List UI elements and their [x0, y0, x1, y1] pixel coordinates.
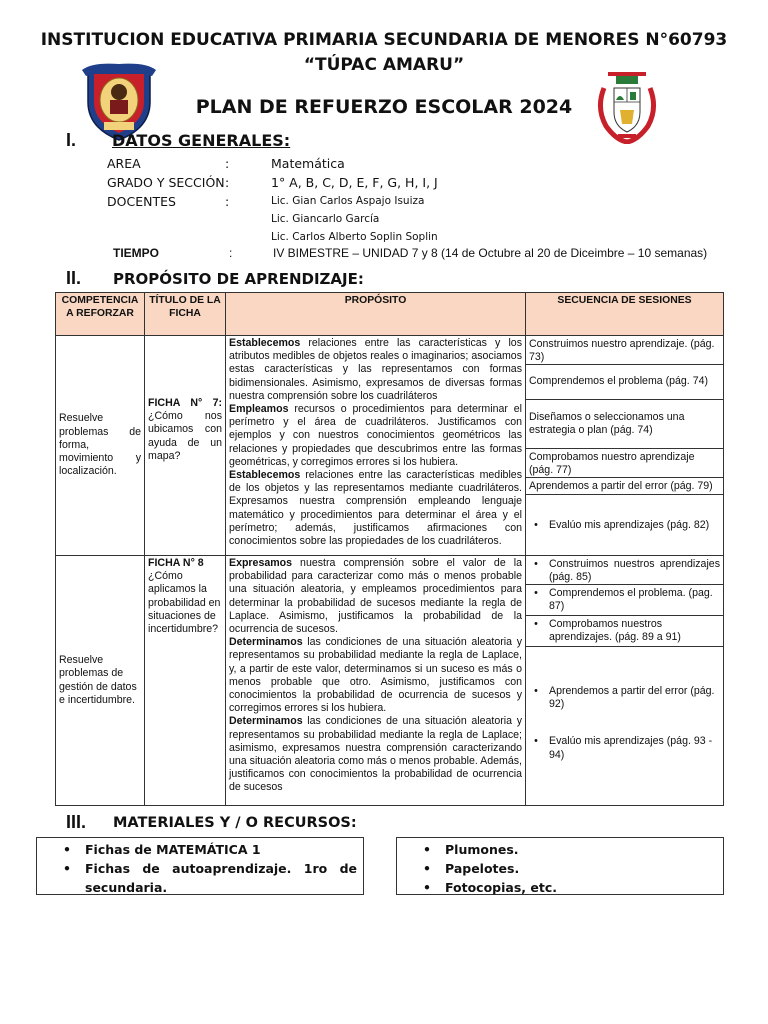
ficha-label: FICHA N° 7: [148, 397, 222, 409]
material-text: Fichas de autoaprendizaje. 1ro de secundaria. [85, 861, 357, 895]
area-label: AREA [107, 156, 141, 171]
bullet-icon: • [423, 880, 431, 895]
area-sep: : [225, 156, 230, 171]
sesion-text: Construimos nuestros aprendizajes (pág. 85) [549, 558, 720, 584]
proposito-lead: Expresamos [229, 557, 293, 569]
proposito-text: relaciones entre las características y los atributos medibles de objetos reales o imaginarios; asociamos estas características y las representamos con formas bidimensionales. Asimismo, expresamos de diversas formas nuestra comprensión sobre los cuadriláteros [229, 337, 522, 402]
header-proposito: PROPÓSITO [226, 293, 526, 336]
header-titulo: TÍTULO DE LA FICHA [145, 293, 226, 336]
section2-title: PROPÓSITO DE APRENDIZAJE: [113, 270, 364, 288]
bullet-icon: • [534, 618, 538, 630]
sesion-item: Construimos nuestro aprendizaje. (pág. 73) [526, 336, 723, 365]
docente-1: Lic. Gian Carlos Aspajo Isuiza [271, 195, 425, 207]
material-text: Plumones. [445, 842, 519, 857]
sesion-text: Comprendemos el problema. (pag. 87) [549, 587, 713, 613]
sesion-item: Aprendemos a partir del error (pág. 79) [526, 478, 723, 495]
table-row [56, 336, 724, 556]
proposito-text: las condiciones de una situación aleatoria y representamos su probabilidad mediante la regla de Laplace, y, a partir de este valor, determinamos si un suceso es más o menos probable que otro. Asimismo, justificamos con conocimientos la probabilidad de ocurrencia de sucesos y corregimos errores si los hubiera. [229, 636, 522, 715]
ficha-cell [145, 556, 226, 806]
section3-title: MATERIALES Y / O RECURSOS: [113, 815, 357, 831]
bullet-icon: • [63, 861, 71, 876]
table-row [56, 556, 724, 806]
bullet-icon: • [534, 587, 538, 599]
bullet-icon: • [534, 558, 538, 570]
docentes-label: DOCENTES [107, 194, 176, 209]
peru-shield-logo [594, 68, 660, 144]
sesion-text: Evalúo mis aprendizajes (pág. 93 - 94) [549, 735, 713, 761]
proposito-lead: Establecemos [229, 337, 301, 349]
tiempo-label: TIEMPO [113, 246, 160, 260]
sesion-item [526, 647, 723, 711]
ficha-label: FICHA N° 8 [148, 557, 204, 569]
sesion-item [526, 495, 723, 532]
secuencia-cell [526, 336, 724, 556]
bullet-icon: • [534, 685, 538, 697]
ficha-question: ¿Cómo nos ubicamos con ayuda de un mapa? [148, 410, 222, 462]
bullet-icon: • [63, 842, 71, 857]
secuencia-cell [526, 556, 724, 806]
area-value: Matemática [271, 156, 345, 171]
bullet-icon: • [534, 735, 538, 748]
tiempo-sep: : [229, 246, 233, 260]
grado-sep: : [225, 175, 230, 190]
institution-title: INSTITUCION EDUCATIVA PRIMARIA SECUNDARIA DE MENORES N°60793 [40, 30, 728, 50]
plan-title: PLAN DE REFUERZO ESCOLAR 2024 [195, 96, 573, 118]
tiempo-value: IV BIMESTRE – UNIDAD 7 y 8 (14 de Octubre al 20 de Diceimbre – 10 semanas) [273, 246, 708, 260]
proposito-cell [226, 556, 526, 806]
proposito-lead: Empleamos [229, 403, 289, 416]
competencia-text: Resuelve problemas de forma, movimiento y localización. [59, 412, 141, 478]
proposito-text: las condiciones de una situación aleatoria y representamos su probabilidad mediante la regla de Laplace; asimismo, expresamos nuestra comprensión caracterizando una situación aleatoria como más o menos probable. Además, justificamos con conocimientos la probabilidad de ocurrencia de sucesos [229, 715, 522, 794]
bullet-icon: • [423, 842, 431, 857]
section1-numeral: I. [66, 130, 77, 150]
ficha-question: ¿Cómo aplicamos la probabilidad en situaciones de incertidumbre? [148, 570, 221, 636]
proposito-text: relaciones entre las características medibles de los objetos y las representamos mediante cuadriláteros. Expresamos nuestra comprensión empleando lenguaje matemático y procedimientos para determinar el área y el perímetro; además, justificamos afirmaciones con conocimientos sobre las propiedades de los cuadriláteros. [229, 469, 522, 548]
materials-left-box [36, 837, 364, 895]
competencia-cell [56, 556, 145, 806]
docente-3: Lic. Carlos Alberto Soplin Soplin [271, 231, 438, 243]
material-text: Fotocopias, etc. [445, 880, 557, 895]
school-name: “TÚPAC AMARU” [303, 55, 465, 75]
material-text: Fichas de MATEMÁTICA 1 [85, 842, 261, 857]
grado-value: 1° A, B, C, D, E, F, G, H, I, J [271, 175, 438, 190]
proposito-lead: Determinamos [229, 715, 303, 728]
bullet-icon: • [423, 861, 431, 876]
proposito-lead: Determinamos [229, 636, 303, 649]
sesion-item [526, 556, 723, 585]
proposito-lead: Establecemos [229, 469, 301, 482]
materials-right-box [396, 837, 724, 895]
bullet-icon: • [534, 519, 538, 531]
material-item [59, 840, 357, 859]
sesion-item [526, 711, 723, 761]
sesion-item [526, 585, 723, 616]
school-crest-logo [82, 62, 156, 142]
sesion-item: Comprendemos el problema (pág. 74) [526, 365, 723, 400]
material-item [419, 859, 717, 878]
sesion-item: Comprobamos nuestro aprendizaje (pág. 77) [526, 449, 723, 478]
section3-numeral: III. [66, 812, 87, 832]
sesion-item [526, 616, 723, 647]
material-item [419, 840, 717, 859]
grado-label: GRADO Y SECCIÓN [107, 175, 225, 190]
docente-2: Lic. Giancarlo García [271, 213, 380, 225]
material-item [59, 859, 357, 897]
sesion-text: Comprobamos nuestros aprendizajes. (pág. 89 a 91) [549, 618, 681, 644]
proposito-cell [226, 336, 526, 556]
header-competencia: COMPETENCIA A REFORZAR [56, 293, 145, 336]
material-item [419, 878, 717, 897]
sesion-text: Aprendemos a partir del error (pág. 92) [549, 685, 715, 711]
sesion-text: Evalúo mis aprendizajes (pág. 82) [549, 519, 710, 531]
section2-numeral: II. [66, 268, 82, 288]
proposito-table [55, 292, 724, 806]
proposito-text: nuestra comprensión sobre el valor de la probabilidad para caracterizar como más o menos probable una situación aleatoria, y empleamos procedimientos para determinar la probabilidad de sucesos mediante la regla de Laplace. Asimismo, justificamos la probabilidad de la ocurrencia de sucesos. [229, 557, 522, 636]
section1-title: DATOS GENERALES: [112, 131, 291, 150]
docentes-sep: : [225, 194, 230, 209]
header-secuencia: SECUENCIA DE SESIONES [526, 293, 724, 336]
competencia-text: Resuelve problemas de gestión de datos e incertidumbre. [59, 654, 137, 706]
ficha-cell [145, 336, 226, 556]
sesion-item: Diseñamos o seleccionamos una estrategia o plan (pág. 74) [526, 400, 723, 449]
competencia-cell [56, 336, 145, 556]
material-text: Papelotes. [445, 861, 520, 876]
proposito-text: recursos o procedimientos para determinar el perímetro y el área de cuadriláteros. Justificamos con ejemplos y con nuestros conocimientos geométricos las relaciones y propiedades que descubrimos entre las formas geométricas, y corregimos errores si los hubiera. [229, 403, 522, 468]
